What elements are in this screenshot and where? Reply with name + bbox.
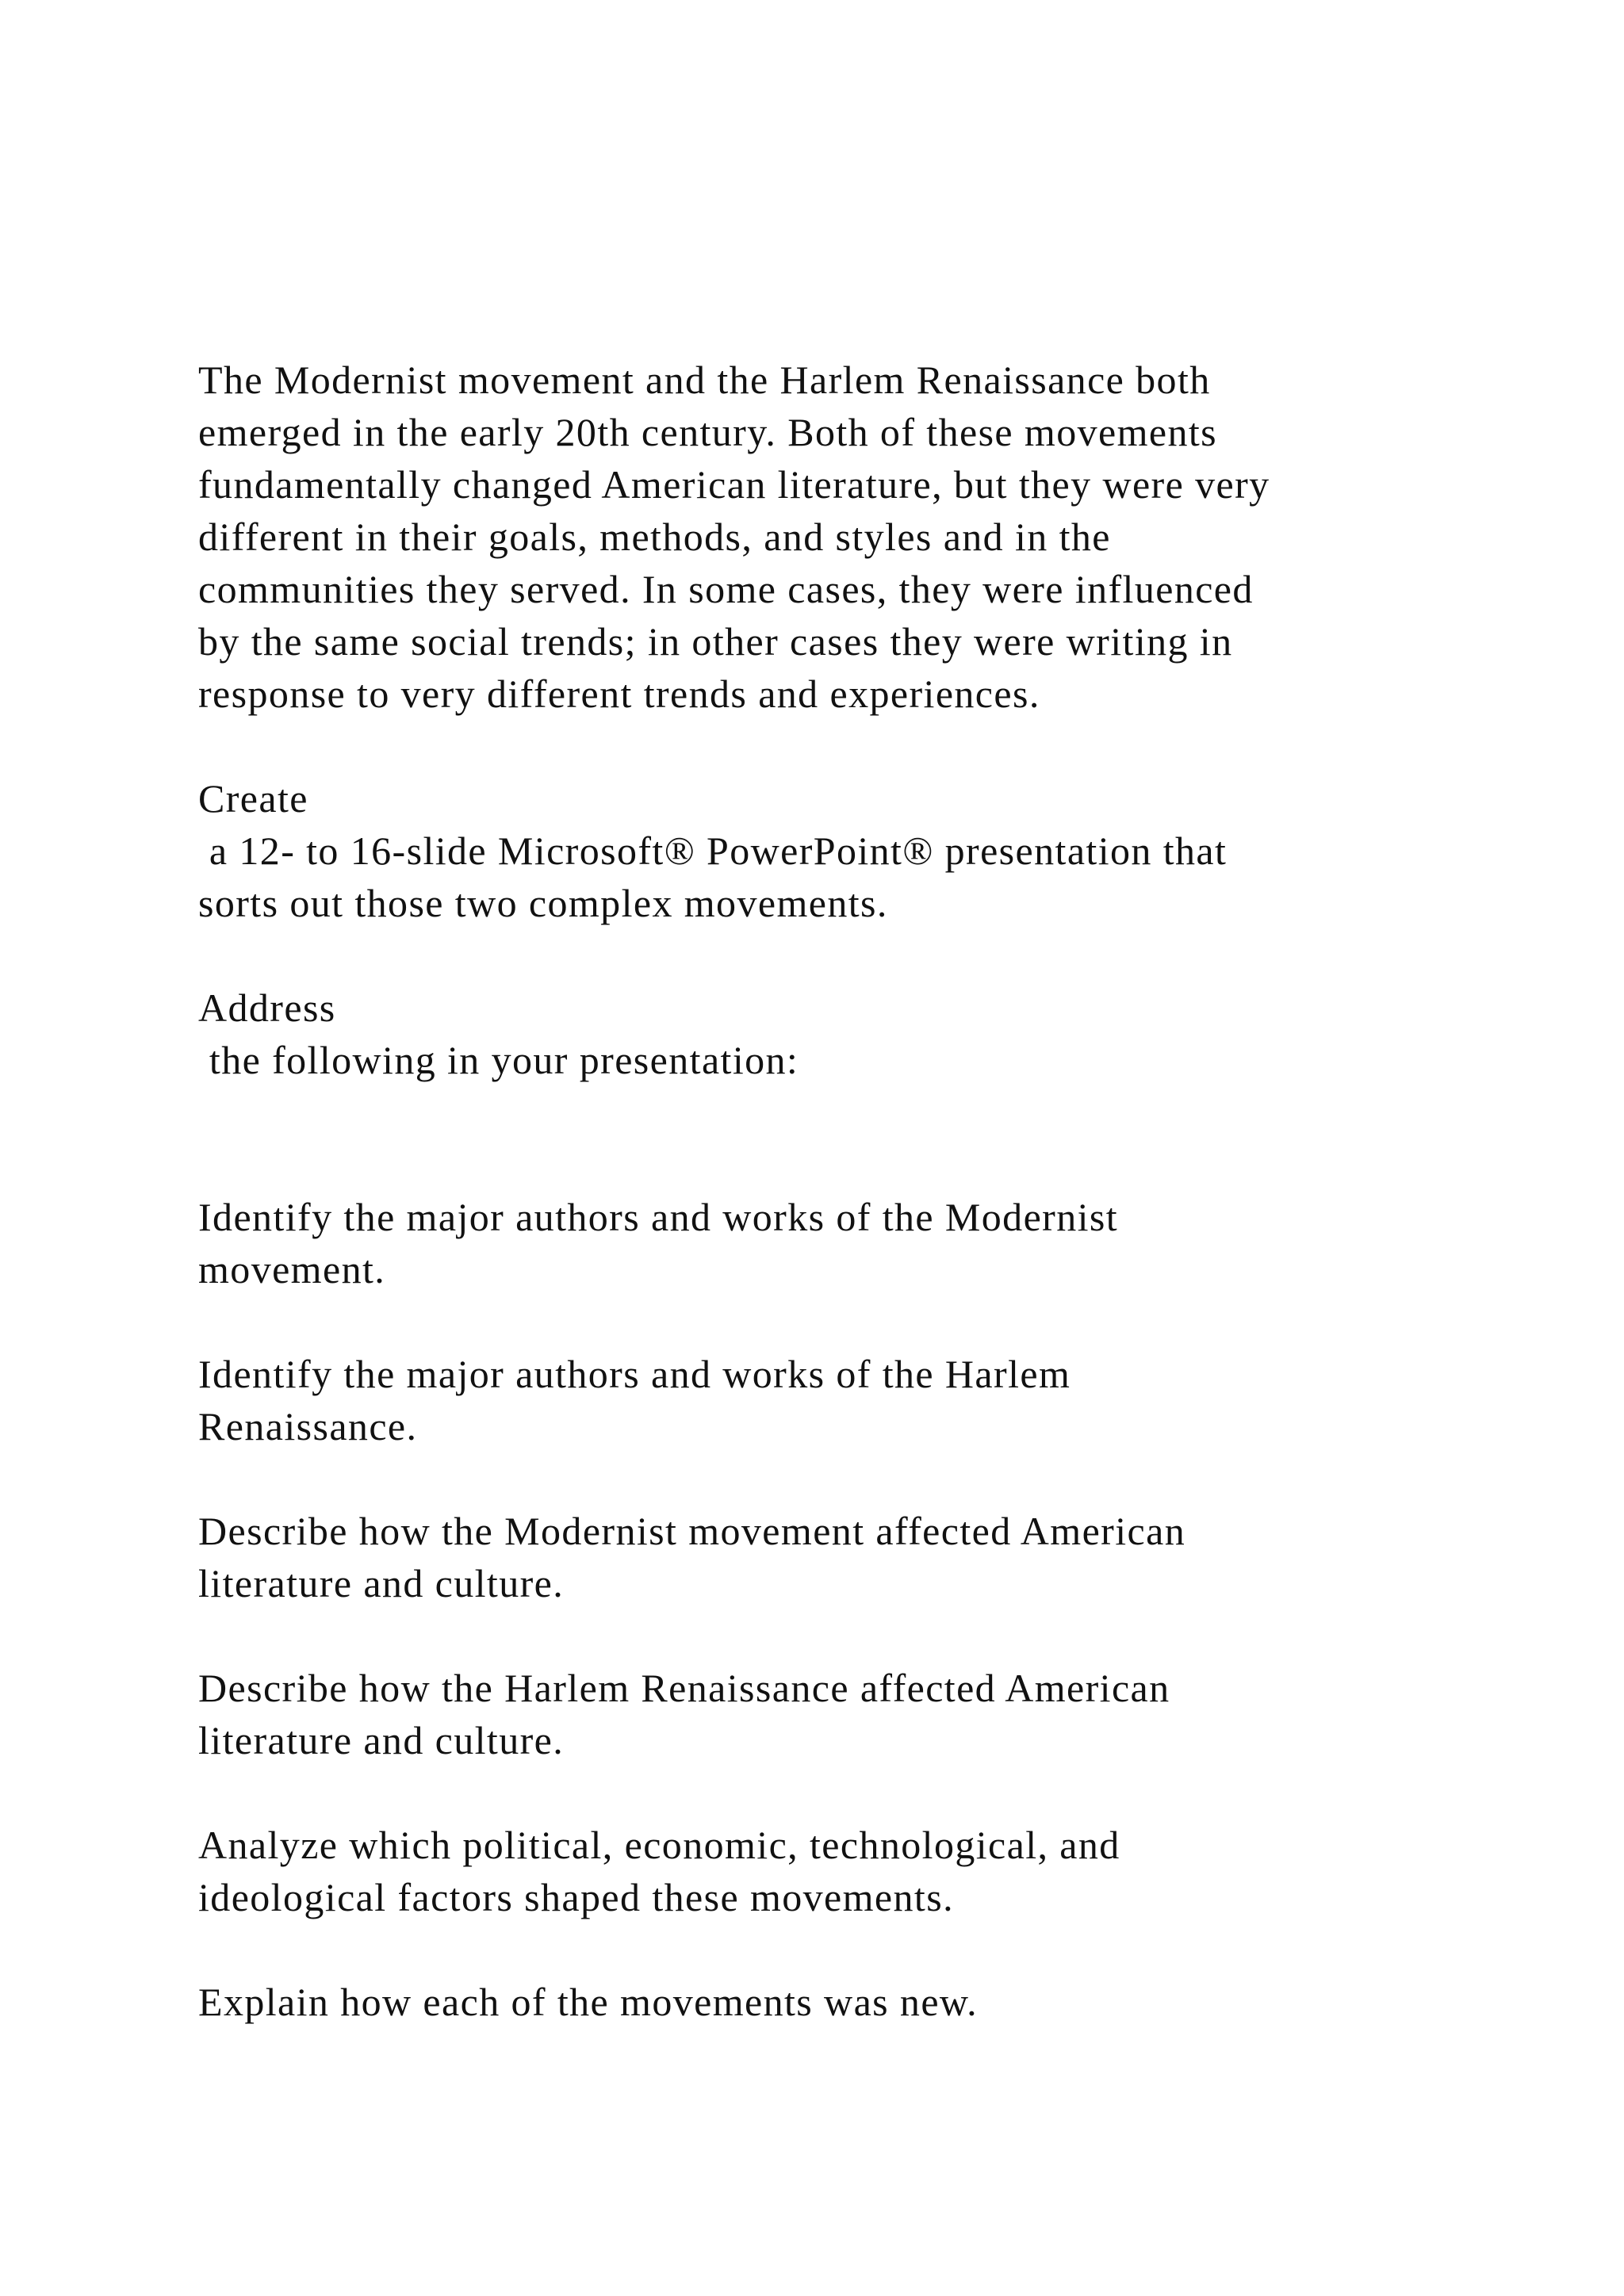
create-line: sorts out those two complex movements.: [198, 881, 888, 925]
create-line: a 12- to 16-slide Microsoft® PowerPoint® presentation that: [198, 828, 1228, 873]
task-line: Identify the major authors and works of the Modernist: [198, 1195, 1119, 1239]
intro-line: emerged in the early 20th century. Both of these movements: [198, 410, 1218, 454]
task-line: Describe how the Harlem Renaissance affected American: [198, 1666, 1170, 1710]
intro-line: communities they served. In some cases, they were influenced: [198, 567, 1254, 611]
task-line: Identify the major authors and works of the Harlem: [198, 1352, 1071, 1396]
task-line: movement.: [198, 1247, 386, 1292]
intro-line: The Modernist movement and the Harlem Renaissance both: [198, 358, 1211, 402]
intro-line: fundamentally changed American literature, but they were very: [198, 462, 1270, 507]
task-line: literature and culture.: [198, 1561, 565, 1605]
task-line: Explain how each of the movements was new.: [198, 1980, 979, 2024]
task-line: Analyze which political, economic, technological, and: [198, 1823, 1120, 1867]
intro-line: response to very different trends and experiences.: [198, 672, 1040, 716]
address-heading: Address: [198, 985, 336, 1030]
task-line: literature and culture.: [198, 1718, 565, 1762]
create-heading: Create: [198, 776, 308, 821]
intro-line: by the same social trends; in other cases they were writing in: [198, 619, 1233, 664]
address-line: the following in your presentation:: [198, 1038, 799, 1082]
intro-line: different in their goals, methods, and styles and in the: [198, 515, 1111, 559]
task-line: Renaissance.: [198, 1404, 418, 1448]
task-line: ideological factors shaped these movements.: [198, 1875, 954, 1919]
task-line: Describe how the Modernist movement affected American: [198, 1509, 1186, 1553]
